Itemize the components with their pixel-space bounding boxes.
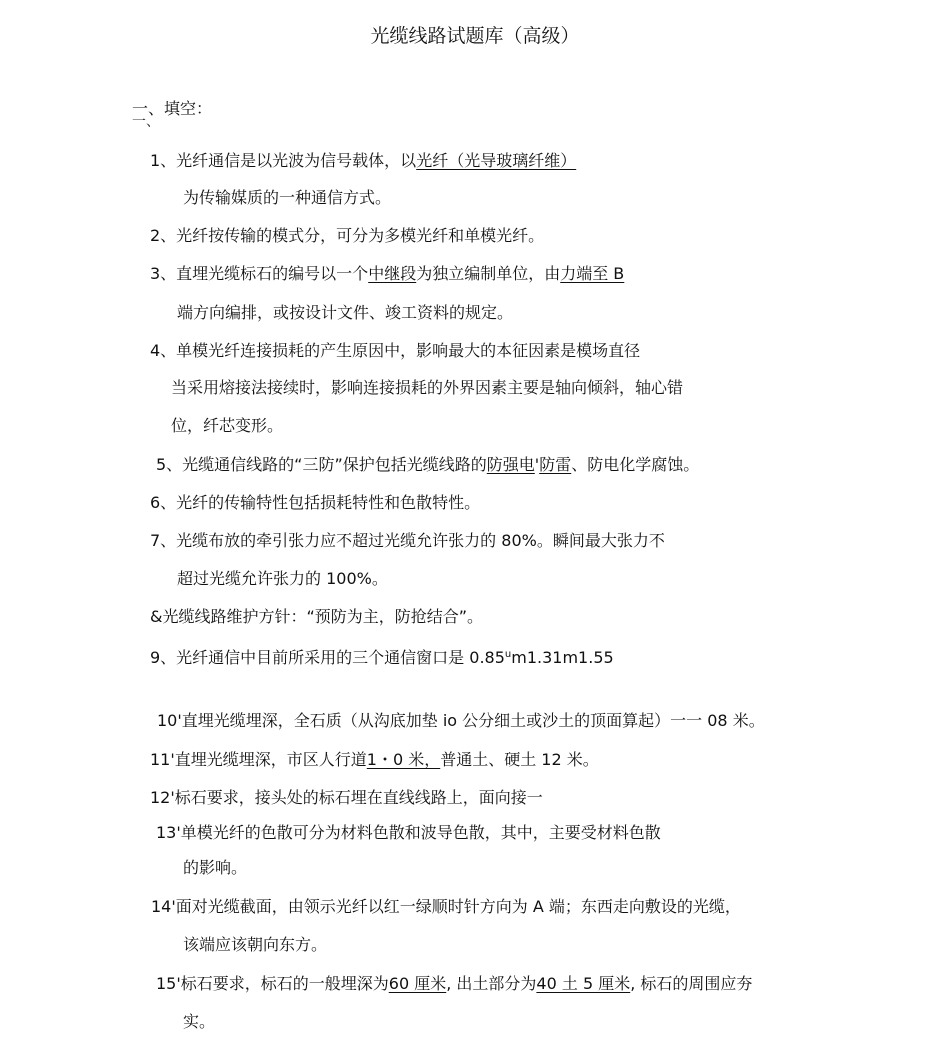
answer-blank: 防雷 [539, 455, 572, 474]
question-text: 1、光纤通信是以光波为信号载体，以 [150, 151, 417, 170]
section-label: 填空： [164, 99, 213, 118]
question-7-line-2: 超过光缆允许张力的 100%。 [177, 569, 388, 588]
question-9 [150, 644, 614, 669]
answer-blank: 1・0 米， [366, 750, 441, 769]
answer-blank: 60 厘米 [388, 974, 447, 993]
question-text: 5、光缆通信线路的“三防”保护包括光缆线路的 [156, 455, 487, 474]
answer-blank: 防强电 [486, 455, 535, 474]
question-text: 、防电化学腐蚀。 [571, 455, 700, 474]
section-marker-duplicate: 一、 [132, 114, 160, 130]
question-text: , 出土部分为 [446, 974, 537, 993]
question-11 [150, 749, 599, 771]
answer-blank: 力端至 B [560, 264, 625, 283]
question-text: 为独立编制单位，由 [416, 264, 561, 283]
question-1-line-1 [150, 150, 576, 172]
document-title: 光缆线路试题库（高级） [370, 25, 580, 47]
question-2: 2、光纤按传输的模式分，可分为多模光纤和单模光纤。 [150, 226, 545, 245]
question-4-line-2: 当采用熔接法接续时，影响连接损耗的外界因素主要是轴向倾斜，轴心错 [171, 378, 684, 397]
question-13-line-1: 13'单模光纤的色散可分为材料色散和波导色散，其中，主要受材料色散 [156, 823, 661, 842]
question-4-line-1: 4、单模光纤连接损耗的产生原因中，影响最大的本征因素是模场直径 [150, 341, 641, 360]
answer-blank: 40 土 5 厘米 [536, 974, 631, 993]
question-7-line-1: 7、光缆布放的牵引张力应不超过光缆允许张力的 80%。瞬间最大张力不 [150, 531, 665, 550]
question-4-line-3: 位，纤芯变形。 [171, 416, 284, 435]
question-15-line-1 [156, 973, 752, 995]
question-3-line-1 [150, 263, 624, 285]
question-15-line-2: 实。 [183, 1012, 216, 1031]
question-text: 11'直埋光缆埋深，市区人行道 [150, 750, 367, 769]
question-3-line-2: 端方向编排，或按设计文件、竣工资料的规定。 [177, 303, 514, 322]
question-10: 10'直埋光缆埋深，全石质（从沟底加垫 io 公分细土或沙土的顶面算起）一一 08 米。 [157, 711, 765, 730]
question-text: ' [534, 455, 540, 474]
unit-superscript: u [504, 649, 512, 660]
question-5 [156, 454, 699, 476]
question-6: 6、光纤的传输特性包括损耗特性和色散特性。 [150, 493, 481, 512]
question-text: m1.31m1.55 [511, 648, 614, 667]
section-marker: 一、 [132, 99, 165, 118]
question-1-line-2: 为传输媒质的一种通信方式。 [183, 188, 392, 207]
question-13-line-2: 的影响。 [183, 858, 248, 877]
question-text: , 标石的周围应夯 [630, 974, 753, 993]
question-14-line-1: 14'面对光缆截面，由领示光纤以红一绿顺时针方向为 A 端；东西走向敷设的光缆， [151, 897, 741, 916]
question-text: 15'标石要求，标石的一般埋深为 [156, 974, 389, 993]
question-text: 9、光纤通信中目前所采用的三个通信窗口是 0.85 [150, 648, 505, 667]
question-12: 12'标石要求，接头处的标石埋在直线线路上，面向接一 [150, 788, 543, 807]
question-14-line-2: 该端应该朝向东方。 [183, 935, 328, 954]
question-text: 3、直埋光缆标石的编号以一个 [150, 264, 369, 283]
question-text: 普通土、硬土 12 米。 [440, 750, 599, 769]
answer-blank: 中继段 [368, 264, 417, 283]
question-8: &光缆线路维护方针：“预防为主，防抢结合”。 [150, 607, 484, 626]
answer-blank: 光纤（光导玻璃纤维） [416, 151, 577, 170]
